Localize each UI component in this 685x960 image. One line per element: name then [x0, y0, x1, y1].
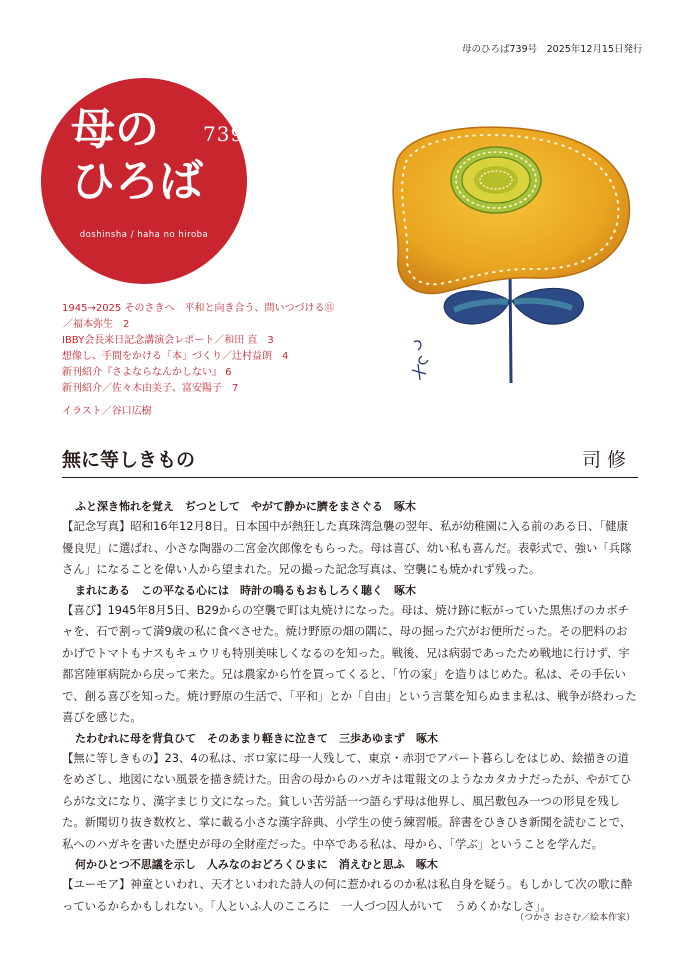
toc-item[interactable]: 新刊紹介『さよならなんかしない』 6 — [62, 367, 232, 378]
masthead-circle — [41, 78, 247, 284]
toc-item[interactable]: IBBY会長来日記念講演会レポート／和田 直 3 — [62, 335, 274, 346]
issue-meta: 母のひろば739号 2025年12月15日発行 — [462, 44, 643, 55]
toc-item[interactable]: 想像し、手間をかける「本」づくり／辻村益朗 4 — [62, 351, 289, 362]
paragraph: 【記念写真】昭和16年12月8日。日本国中が熱狂した真珠湾急襲の翌年、私が幼稚園に入る前のある日、「健康優良児」に選ばれ、小さな陶器の二宮金次郎像をもらった。母は喜び、幼い私も喜んだ。表彰式で、強い「兵隊さん」になることを偉い人から望まれた。兄の撮った記念写真は、空襲にも焼かれず残った。 — [62, 519, 632, 576]
toc-item[interactable]: 新刊紹介／佐々木由美子、富安陽子 7 — [62, 383, 239, 394]
paragraph: 【無に等しきもの】23、4の私は、ボロ家に母一人残して、東京・赤羽でアパート暮らしをはじめ、絵描きの道をめざし、地図にない風景を描き続けた。田舎の母からのハガキは電報文のようなカタカナだったが、やがてひらがな文になり、漢字まじり文になった。貧しい苦労話一つ語らず母は他界し、風呂敷包み一つの形見を残した。新聞切り抜き数枚と、掌に載る小さな漢字辞典、小学生の使う練習帳。辞書をひきひき新聞を読むことで、私へのハガキを書いた歴史が母の全財産だった。中卒である私は、母から、「学ぶ」ということを学んだ。 — [62, 750, 632, 851]
toc-item[interactable]: ／福本弥生 2 — [63, 319, 130, 330]
masthead-title — [71, 104, 203, 208]
tanka-line: ふと深き怖れを覚え ぢつとして やがて静かに臍をまさぐる 啄木 — [75, 500, 416, 513]
article-body — [62, 497, 638, 917]
artist-signature-mark — [412, 341, 428, 380]
illustration-credit: イラスト／谷口広樹 — [62, 406, 152, 417]
tanka-line: たわむれに母を背負ひて そのあまり軽きに泣きて 三歩あゆまず 啄木 — [75, 731, 438, 745]
leaf-right — [512, 288, 584, 324]
masthead-issue-number: 739 — [203, 122, 245, 146]
author-signature: （つかさ おさむ／絵本作家） — [515, 913, 635, 923]
title-divider — [62, 477, 638, 478]
article-title: 無に等しきもの — [62, 449, 196, 471]
table-of-contents — [62, 301, 352, 417]
flower-stem — [510, 268, 511, 383]
masthead-title-line2: ひろば — [71, 156, 203, 207]
masthead-title-line1: 母の — [71, 104, 159, 155]
paragraph: 【ユーモア】神童といわれ、天才といわれた詩人の何に惹かれるのか私は私自身を疑う。もしかして次の歌に酔っているからかもしれない。「人といふ人のこころに 一人づつ囚人がいて うめくかなしさ」。 — [62, 877, 633, 913]
flower-illustration — [384, 118, 639, 393]
paragraph: 【喜び】1945年8月5日、B29からの空襲で町は丸焼けになった。母は、焼け跡に転がっていた黒焦げのカボチャを、石で割って満9歳の私に食べさせた。焼け野原の畑の隅に、母の掘った穴がお便所だった。その肥料のおかげでトマトもナスもキュウリも特別美味しくなるのを知った。戦後、兄は病弱であったため戦地に行けず、宇都宮陸軍病院から戻って来た。兄は農家から竹を買ってくると、「竹の家」を造りはじめた。私は、その手伝いで、創る喜びを知った。焼け野原の生活で、「平和」とか「自由」という言葉を知らぬまま私は、戦争が終わった喜びを感じた。 — [62, 602, 637, 724]
tanka-line: 何かひとつ不思議を示し 人みなのおどろくひまに 消えむと思ふ 啄木 — [75, 858, 438, 871]
toc-item[interactable]: 1945→2025 そのさきへ 平和と向き合う、問いつづける⑪ — [62, 303, 335, 314]
tanka-line: まれにある この平なる心には 時計の鳴るもおもしろく聴く 啄木 — [75, 583, 416, 597]
article-author: 司 修 — [582, 449, 627, 471]
masthead-subtitle: doshinsha / haha no hiroba — [79, 230, 209, 240]
